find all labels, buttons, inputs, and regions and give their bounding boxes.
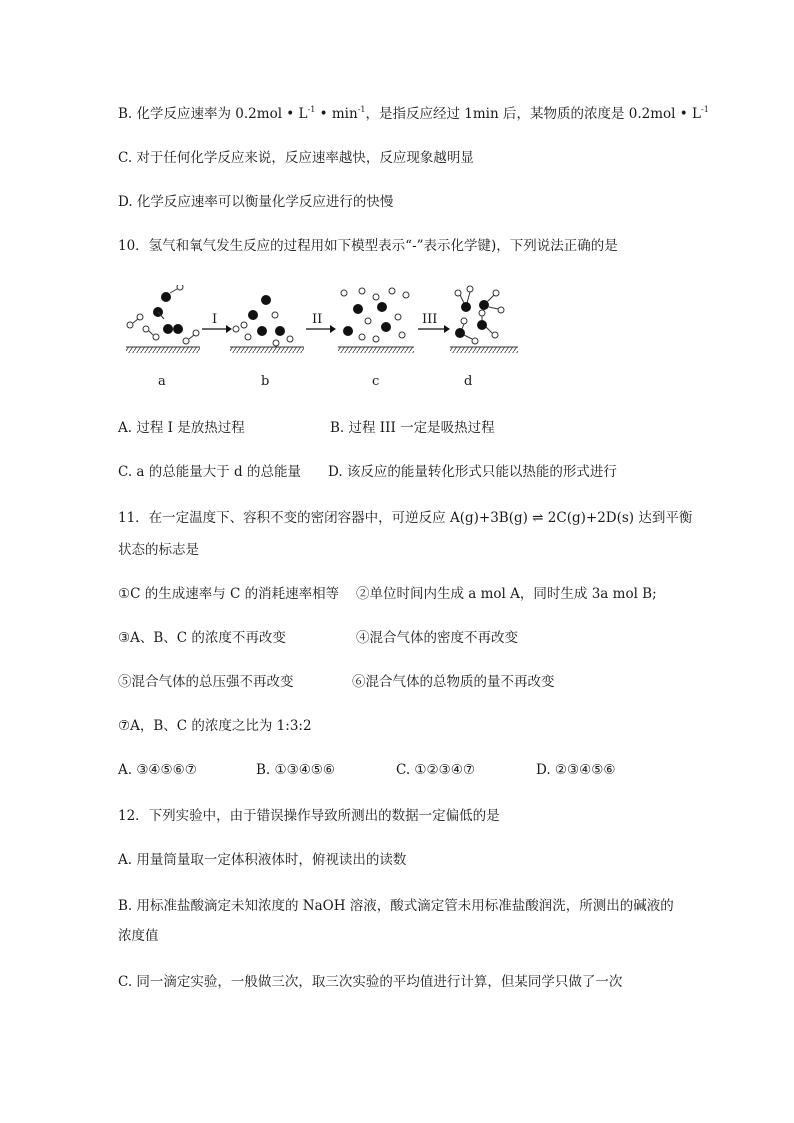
q9-option-b: B. 化学反应速率为 0.2mol • $L^{-1}$ • $\min^{-1}$，是指反应经过 1min 后，某物质的浓度是 0.2mol • $L^{-1}$ <box>118 105 709 122</box>
stage-a-label: a <box>158 374 166 389</box>
q11-item-2: ②单位时间内生成 a mol A，同时生成 3a mol B; <box>356 586 657 602</box>
q11-option-c: C. ①②③④⑦ <box>396 762 475 778</box>
q12-option-c: C. 同一滴定实验，一般做三次，取三次实验的平均值进行计算，但某同学只做了一次 <box>118 974 623 990</box>
q10-stem: 10．氢气和氧气发生反应的过程用如下模型表示“-”表示化学键)，下列说法正确的是 <box>118 238 618 254</box>
q10-option-c: C. a 的总能量大于 d 的总能量 <box>118 464 301 480</box>
q11-item-6: ⑥混合气体的总物质的量不再改变 <box>352 674 555 690</box>
q11-option-a: A. ③④⑤⑥⑦ <box>118 762 197 778</box>
q10-option-b: B. 过程 III 一定是吸热过程 <box>330 420 495 436</box>
arrow-iii-label: III <box>422 312 438 327</box>
stage-b-label: b <box>261 374 270 389</box>
q11-stem-line2: 状态的标志是 <box>118 542 199 558</box>
q12-option-b-line1: B. 用标准盐酸滴定未知浓度的 NaOH 溶液，酸式滴定管未用标准盐酸润洗，所测出的碱液的 <box>118 898 674 914</box>
q11-item-3: ③A、B、C 的浓度不再改变 <box>118 630 286 646</box>
stage-b-molecules <box>230 295 304 353</box>
reaction-model-diagram <box>118 285 678 395</box>
stage-c-label: c <box>372 374 380 389</box>
q11-option-b: B. ①③④⑤⑥ <box>256 762 336 778</box>
stage-d-label: d <box>464 374 473 389</box>
q10-option-a: A. 过程 I 是放热过程 <box>118 420 245 436</box>
q12-stem: 12．下列实验中，由于错误操作导致所测出的数据一定偏低的是 <box>118 808 500 824</box>
q11-item-7: ⑦A，B、C 的浓度之比为 1:3:2 <box>118 718 312 734</box>
arrow-i-label: I <box>212 312 218 327</box>
q9-option-d: D. 化学反应速率可以衡量化学反应进行的快慢 <box>118 194 394 210</box>
arrow-ii-label: II <box>312 312 323 327</box>
q11-option-d: D. ②③④⑤⑥ <box>536 762 616 778</box>
q10-option-d: D. 该反应的能量转化形式只能以热能的形式进行 <box>328 464 617 480</box>
q9-option-c: C. 对于任何化学反应来说，反应速率越快，反应现象越明显 <box>118 150 474 166</box>
stage-c-molecules <box>338 288 414 353</box>
q11-item-5: ⑤混合气体的总压强不再改变 <box>118 674 294 690</box>
q11-item-1: ①C 的生成速率与 C 的消耗速率相等 <box>118 586 340 602</box>
q11-stem-line1: 11．在一定温度下、容积不变的密闭容器中，可逆反应 A(g)+3B(g) ⇌ 2C(g)+2D(s) 达到平衡 <box>118 510 693 526</box>
stage-d-molecules <box>450 286 518 353</box>
q11-item-4: ④混合气体的密度不再改变 <box>356 630 518 646</box>
stage-a-molecules <box>126 285 200 353</box>
q12-option-b-line2: 浓度值 <box>118 928 159 944</box>
q12-option-a: A. 用量筒量取一定体积液体时，俯视读出的读数 <box>118 852 407 868</box>
